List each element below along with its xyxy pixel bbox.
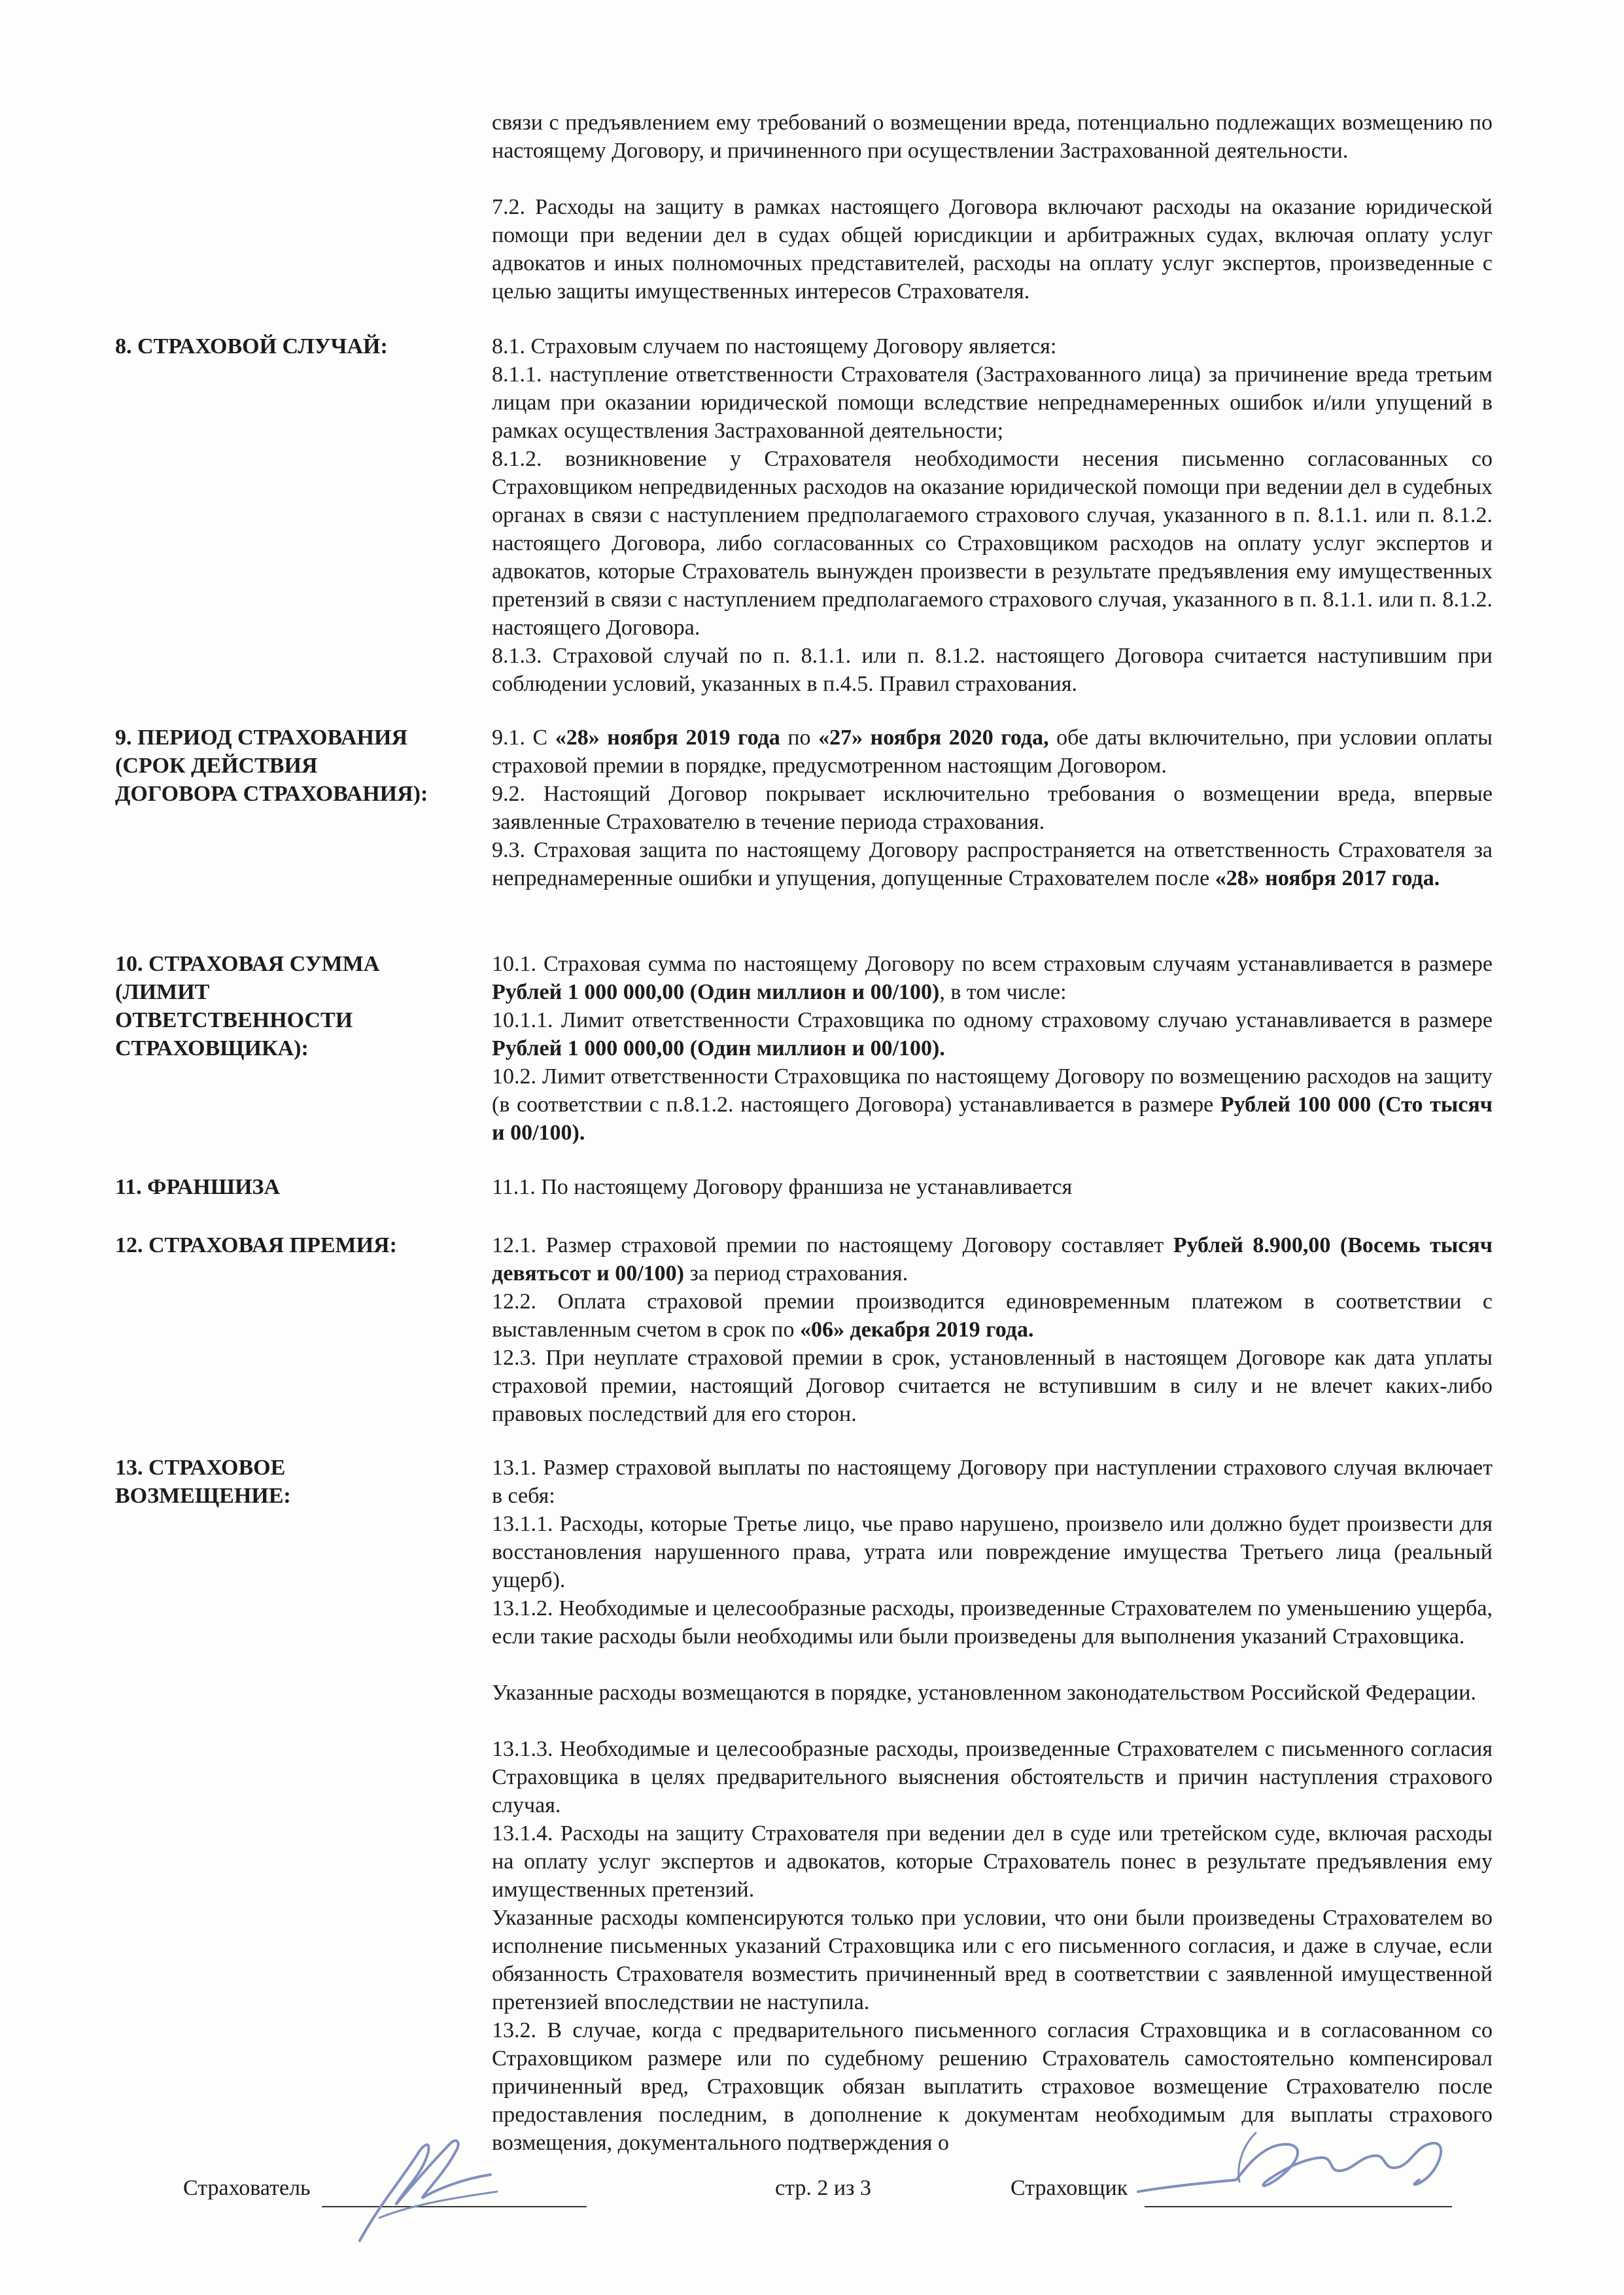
page-number: стр. 2 из 3 bbox=[775, 2176, 871, 2200]
clause-10-1: 10.1. Страховая сумма по настоящему Договору по всем страховым случаям устанавливается в размере Рублей 1 000 000,00 (Один миллион и 00/100), в том числе: bbox=[492, 952, 1493, 1004]
insured-signature bbox=[340, 2126, 510, 2251]
section-10-label bbox=[115, 950, 481, 1062]
clause-9-3: 9.3. Страховая защита по настоящему Договору распространяется на ответственность Страхователя за непреднамеренные ошибки и упущения, допущенные Страхователем после «28» ноября 2017 года. bbox=[492, 838, 1493, 890]
section-10-label-line-4: СТРАХОВЩИКА): bbox=[115, 1036, 309, 1060]
section-13-label-line-2: ВОЗМЕЩЕНИЕ: bbox=[115, 1484, 291, 1508]
premium-amount: Рублей 8.900,00 (Восемь тысяч девятьсот и 00/100) bbox=[492, 1233, 1493, 1286]
section-10-label-line-2: (ЛИМИТ bbox=[115, 980, 210, 1004]
clause-13-1-2-note: Указанные расходы возмещаются в порядке, установленном законодательством Российской Федерации. bbox=[492, 1681, 1476, 1705]
intro-paragraph-7-2: 7.2. Расходы на защиту в рамках настоящего Договора включают расходы на оказание юридической помощи при ведении дел в судах общей юрисдикции и арбитражных судах, включая оплату услуг адвокатов и иных полномочных представителей, расходы на оплату услуг экспертов, произведенные с целью защиты имущественных интересов Страхователя. bbox=[492, 195, 1493, 304]
clause-9-1: 9.1. С «28» ноября 2019 года по «27» ноября 2020 года, обе даты включительно, при условии оплаты страховой премии в порядке, предусмотренном настоящим Договором. bbox=[492, 726, 1493, 778]
clause-13-1: 13.1. Размер страховой выплаты по настоящему Договору при наступлении страхового случая включает в себя: bbox=[492, 1456, 1493, 1508]
period-start-date: «28» ноября 2019 года bbox=[555, 726, 780, 750]
section-10-label-line-3: ОТВЕТСТВЕННОСТИ bbox=[115, 1008, 353, 1032]
sum-insured: Рублей 1 000 000,00 (Один миллион и 00/100) bbox=[492, 980, 940, 1004]
clause-11-1: 11.1. По настоящему Договору франшиза не устанавливается bbox=[492, 1175, 1073, 1199]
clause-8-1-1: 8.1.1. наступление ответственности Страхователя (Застрахованного лица) за причинение вреда третьим лицам при оказании юридической помощи вследствие непреднамеренных ошибок и/или упущений в рамках осуществления Застрахованной деятельности; bbox=[492, 362, 1493, 443]
clause-12-2: 12.2. Оплата страховой премии производится единовременным платежом в соответствии с выставленным счетом в срок по «06» декабря 2019 года. bbox=[492, 1289, 1493, 1342]
section-9-label-line-3: ДОГОВОРА СТРАХОВАНИЯ): bbox=[115, 782, 428, 806]
clause-13-1-1: 13.1.1. Расходы, которые Третье лицо, чье право нарушено, произвело или должно будет произвести для восстановления нарушенного права, утрата или повреждение имущества Третьего лица (реальный ущерб). bbox=[492, 1512, 1493, 1592]
clause-8-1: 8.1. Страховым случаем по настоящему Договору является: bbox=[492, 334, 1057, 359]
section-9-label-line-2: (СРОК ДЕЙСТВИЯ bbox=[115, 754, 318, 778]
intro-paragraph-1: связи с предъявлением ему требований о возмещении вреда, потенциально подлежащих возмещению по настоящему Договору, и причиненного при осуществлении Застрахованной деятельности. bbox=[492, 111, 1493, 163]
clause-10-2: 10.2. Лимит ответственности Страховщика по настоящему Договору по возмещению расходов на защиту (в соответствии с п.8.1.2. настоящего Договора) устанавливается в размере Рублей 100 000 (Сто тысяч и 00/100). bbox=[492, 1064, 1493, 1145]
section-8-label: 8. СТРАХОВОЙ СЛУЧАЙ: bbox=[115, 334, 388, 359]
section-9-label-line-1: 9. ПЕРИОД СТРАХОВАНИЯ bbox=[115, 726, 407, 750]
per-claim-limit: Рублей 1 000 000,00 (Один миллион и 00/100). bbox=[492, 1036, 945, 1060]
premium-due-date: «06» декабря 2019 года. bbox=[800, 1318, 1034, 1342]
clause-13-1-2: 13.1.2. Необходимые и целесообразные расходы, произведенные Страхователем по уменьшению ущерба, если такие расходы были необходимы или были произведены для выполнения указаний Страховщика. bbox=[492, 1596, 1493, 1649]
clause-12-3: 12.3. При неуплате страховой премии в срок, установленный в настоящем Договоре как дата уплаты страховой премии, настоящий Договор считается не вступившим в силу и не влечет каких-либо правовых последствий для его сторон. bbox=[492, 1346, 1493, 1426]
clause-13-1-3: 13.1.3. Необходимые и целесообразные расходы, произведенные Страхователем с письменного согласия Страховщика в целях предварительного выяснения обстоятельств и причин наступления страхового случая. bbox=[492, 1737, 1493, 1817]
section-9-label bbox=[115, 724, 481, 808]
clause-13-1-4: 13.1.4. Расходы на защиту Страхователя при ведении дел в суде или третейском суде, включая расходы на оплату услуг экспертов и адвокатов, которые Страхователь понес в результате предъявления ему имущественных претензий. bbox=[492, 1821, 1493, 1902]
clause-8-1-2: 8.1.2. возникновение у Страхователя необходимости несения письменно согласованных со Страховщиком непредвиденных расходов на оказание юридической помощи при ведении дел в судебных органах в связи с наступлением предполагаемого страхового случая, указанного в п. 8.1.1. или п. 8.1.2. настоящего Договора, либо согласованных со Страховщиком расходов на оплату услуг экспертов и адвокатов, которые Страхователь вынужден произвести в результате предъявления ему имущественных претензий в связи с наступлением предполагаемого страхового случая, указанного в п. 8.1.1. или п. 8.1.2. настоящего Договора. bbox=[492, 447, 1493, 640]
clause-8-1-3: 8.1.3. Страховой случай по п. 8.1.1. или п. 8.1.2. настоящего Договора считается наступившим при соблюдении условий, указанных в п.4.5. Правил страхования. bbox=[492, 644, 1493, 696]
period-end-date: «27» ноября 2020 года, bbox=[818, 726, 1049, 750]
section-12-label: 12. СТРАХОВАЯ ПРЕМИЯ: bbox=[115, 1233, 397, 1257]
section-13-label-line-1: 13. СТРАХОВОЕ bbox=[115, 1456, 286, 1480]
section-11-label: 11. ФРАНШИЗА bbox=[115, 1175, 281, 1199]
section-13-label bbox=[115, 1454, 481, 1510]
insurer-label: Страховщик bbox=[1011, 2176, 1128, 2200]
insurer-signature bbox=[1125, 2120, 1491, 2218]
insured-label: Страхователь bbox=[183, 2176, 311, 2200]
clause-9-2: 9.2. Настоящий Договор покрывает исключительно требования о возмещении вреда, впервые заявленные Страхователю в течение периода страхования. bbox=[492, 782, 1493, 834]
retroactive-date: «28» ноября 2017 года. bbox=[1215, 866, 1440, 890]
clause-12-1: 12.1. Размер страховой премии по настоящему Договору составляет Рублей 8.900,00 (Восемь тысяч девятьсот и 00/100) за период страхования. bbox=[492, 1233, 1493, 1286]
clause-13-2: 13.2. В случае, когда с предварительного письменного согласия Страховщика и в согласованном со Страховщиком размере или по судебному решению Страхователь самостоятельно компенсировал причиненный вред, Страховщик обязан выплатить страховое возмещение Страхователю после предоставления последним, в дополнение к документам необходимым для выплаты страхового возмещения, документального подтверждения о bbox=[492, 2018, 1493, 2155]
section-10-label-line-1: 10. СТРАХОВАЯ СУММА bbox=[115, 952, 380, 976]
defense-cost-limit: Рублей 100 000 (Сто тысяч и 00/100). bbox=[492, 1093, 1493, 1145]
clause-10-1-1: 10.1.1. Лимит ответственности Страховщика по одному страховому случаю устанавливается в размере Рублей 1 000 000,00 (Один миллион и 00/100). bbox=[492, 1008, 1493, 1060]
clause-13-1-4-note: Указанные расходы компенсируются только при условии, что они были произведены Страхователем во исполнение письменных указаний Страховщика или с его письменного согласия, и даже в случае, если обязанность Страхователя возместить причиненный вред в соответствии с заявленной имущественной претензией впоследствии не наступила. bbox=[492, 1906, 1493, 2014]
